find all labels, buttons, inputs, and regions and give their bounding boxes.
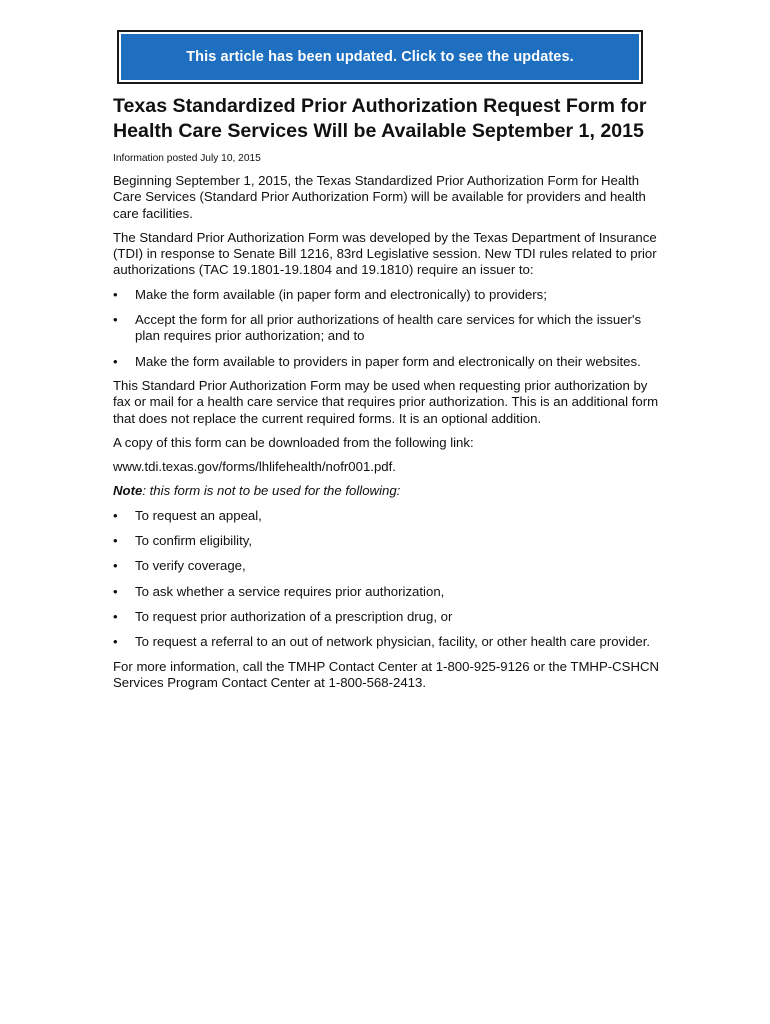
exclusions-list: [113, 508, 663, 651]
list-item-text: Make the form available (in paper form and electronically) to providers;: [135, 286, 547, 302]
intro-paragraph: Beginning September 1, 2015, the Texas Standardized Prior Authorization Form for Health Care Services (Standard Prior Authorization Form) will be available for providers and health care facilities.: [113, 173, 646, 221]
note-label: Note: [113, 483, 143, 499]
list-item: [113, 312, 663, 345]
list-item-text: Accept the form for all prior authorizations of health care services for which the issuer's plan requires prior authorization; and to: [135, 312, 642, 344]
list-item-text: To request an appeal,: [135, 507, 262, 523]
list-item-text: To request a referral to an out of network physician, facility, or other health care provider.: [135, 634, 651, 650]
list-item-text: Make the form available to providers in paper form and electronically on their websites.: [135, 353, 641, 369]
background-paragraph: The Standard Prior Authorization Form was developed by the Texas Department of Insurance (TDI) in response to Senate Bill 1216, 83rd Legislative session. New TDI rules related to prior authorizations (TAC 19.1801-19.1804 and 19.1810) require an issuer to:: [113, 229, 657, 278]
bullet-icon: •: [113, 507, 118, 523]
list-item: [113, 287, 663, 303]
list-item: [113, 533, 663, 549]
bullet-icon: •: [113, 608, 118, 624]
download-intro: A copy of this form can be downloaded from the following link:: [113, 434, 474, 450]
article-title: Texas Standardized Prior Authorization Request Form for Health Care Services Will be Available September 1, 2015: [113, 95, 647, 142]
list-item-text: To request prior authorization of a prescription drug, or: [135, 608, 453, 624]
list-item: [113, 609, 663, 625]
bullet-icon: •: [113, 533, 118, 549]
bullet-icon: •: [113, 634, 118, 650]
note-paragraph: [113, 483, 663, 499]
posted-date: Information posted July 10, 2015: [113, 153, 261, 164]
bullet-icon: •: [113, 353, 118, 369]
requirements-list: [113, 287, 663, 370]
list-item-text: To verify coverage,: [135, 558, 246, 574]
article-body: [113, 94, 663, 691]
list-item: [113, 508, 663, 524]
list-item-text: To ask whether a service requires prior authorization,: [135, 583, 445, 599]
usage-paragraph: This Standard Prior Authorization Form may be used when requesting prior authorization by fax or mail for a health care service that requires prior authorization. This is an additional form that does not replace the current required forms. It is an optional addition.: [113, 377, 659, 426]
bullet-icon: •: [113, 558, 118, 574]
list-item-text: To confirm eligibility,: [135, 533, 253, 549]
download-link[interactable]: www.tdi.texas.gov/forms/lhlifehealth/nofr001.pdf.: [113, 459, 396, 475]
list-item: [113, 634, 663, 650]
download-link-line: [113, 459, 663, 475]
bullet-icon: •: [113, 312, 118, 328]
update-banner-text[interactable]: This article has been updated. Click to see the updates.: [186, 49, 574, 65]
note-text: : this form is not to be used for the following:: [142, 483, 401, 499]
bullet-icon: •: [113, 286, 118, 302]
list-item: [113, 584, 663, 600]
list-item: [113, 558, 663, 574]
contact-paragraph: For more information, call the TMHP Contact Center at 1-800-925-9126 or the TMHP-CSHCN Services Program Contact Center at 1-800-568-2413.: [113, 658, 660, 690]
bullet-icon: •: [113, 583, 118, 599]
update-banner[interactable]: [117, 30, 643, 84]
list-item: [113, 354, 663, 370]
